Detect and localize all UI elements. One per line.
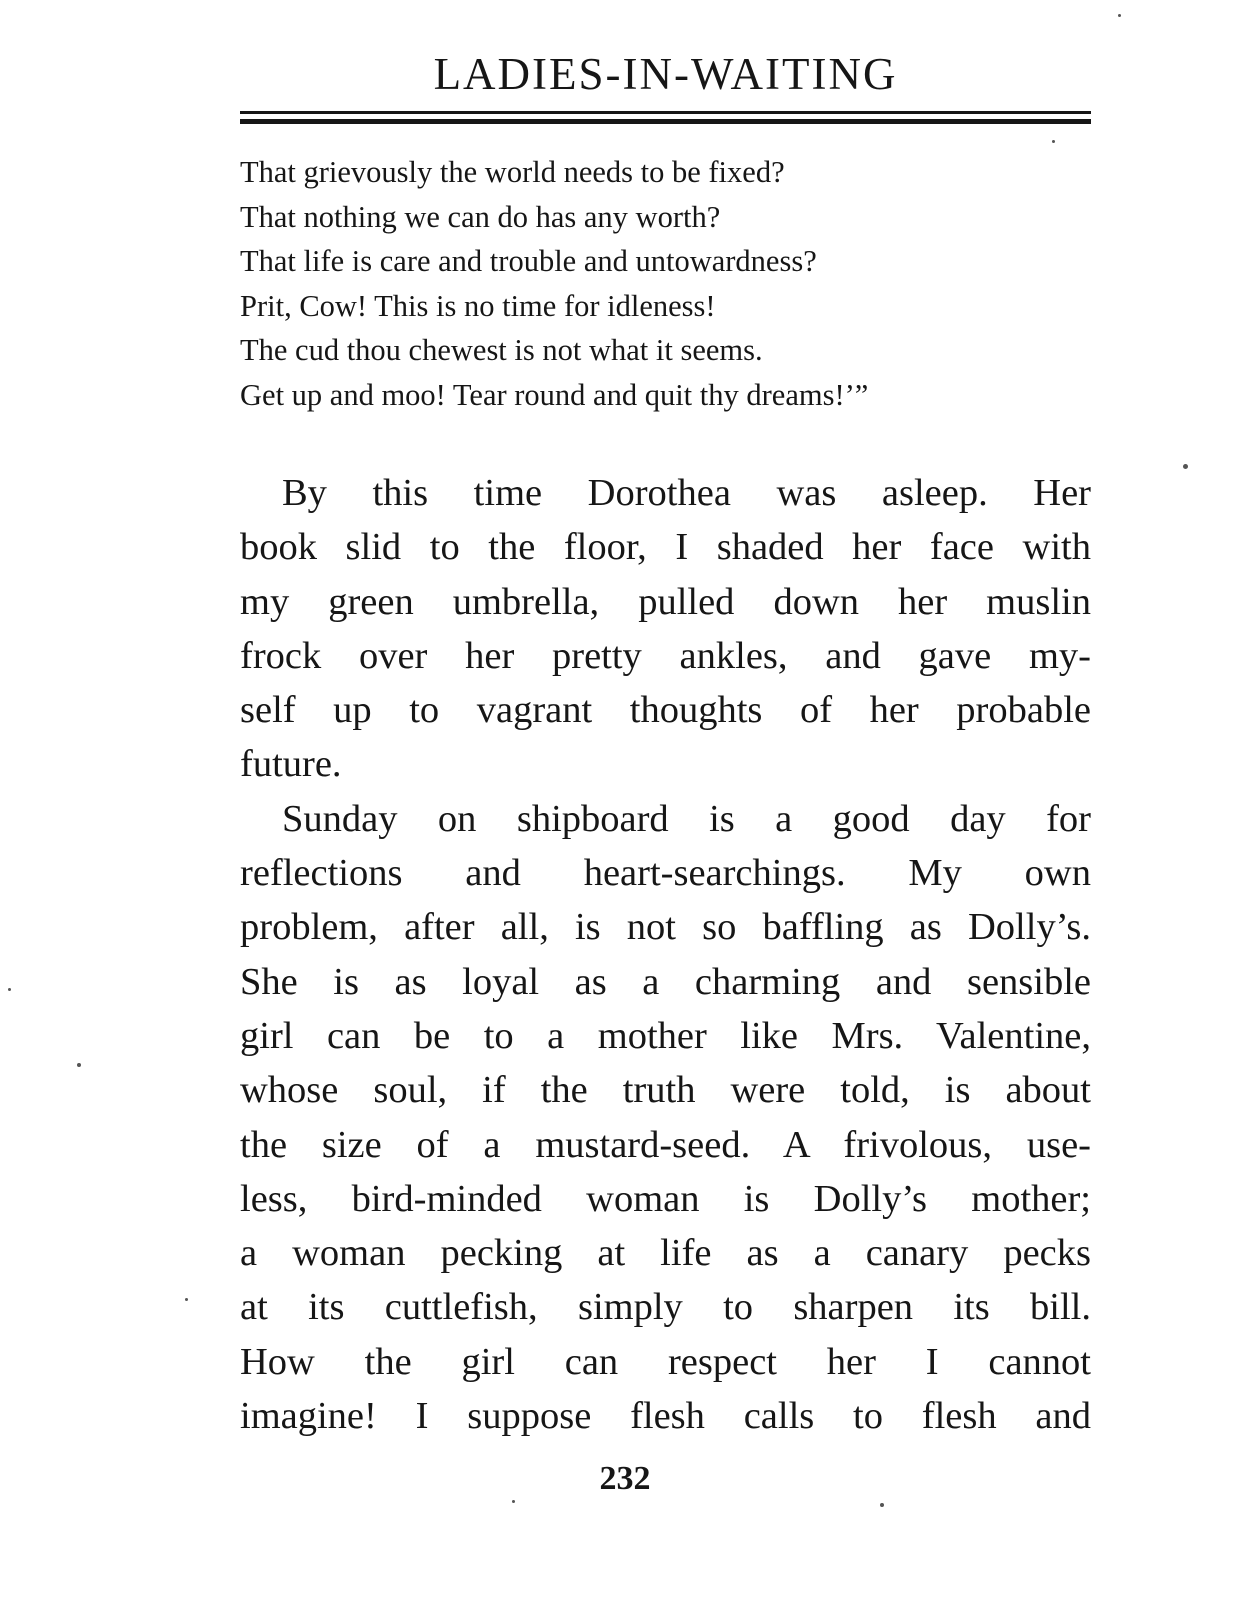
prose-block <box>240 466 1091 1443</box>
prose-line: Sunday on shipboard is a good day for <box>282 797 1091 840</box>
prose-line: whose soul, if the truth were told, is about <box>240 1069 1091 1112</box>
header-rule-thin <box>240 111 1091 114</box>
prose-line: self up to vagrant thoughts of her probable <box>240 689 1091 732</box>
running-head-title: LADIES-IN-WAITING <box>433 49 898 99</box>
prose-line: reflections and heart-searchings. My own <box>240 852 1091 895</box>
prose-line: at its cuttlefish, simply to sharpen its bill. <box>240 1286 1091 1329</box>
verse-line: Get up and moo! Tear round and quit thy dreams!’” <box>240 377 869 412</box>
scan-speck <box>512 1500 515 1503</box>
verse-line: Prit, Cow! This is no time for idleness! <box>240 288 716 323</box>
verse-line: That grievously the world needs to be fixed? <box>240 155 785 189</box>
scan-speck <box>77 1063 81 1067</box>
verse-block <box>240 150 1100 417</box>
prose-line: girl can be to a mother like Mrs. Valentine, <box>240 1014 1091 1057</box>
verse-line: The cud thou chewest is not what it seems. <box>240 333 763 367</box>
scan-speck <box>8 988 11 991</box>
verse-line: That life is care and trouble and untowardness? <box>240 244 817 278</box>
prose-line: future. <box>240 743 342 786</box>
prose-line: imagine! I suppose flesh calls to flesh and <box>240 1395 1091 1438</box>
header-rule-thick <box>240 119 1091 124</box>
prose-line: problem, after all, is not so baffling as Dolly’s. <box>240 906 1091 949</box>
scan-speck <box>1118 14 1121 17</box>
prose-line: She is as loyal as a charming and sensible <box>240 960 1091 1003</box>
prose-line: a woman pecking at life as a canary pecks <box>240 1232 1091 1275</box>
prose-line: frock over her pretty ankles, and gave my- <box>240 634 1091 677</box>
scan-speck <box>1052 140 1055 143</box>
prose-line: book slid to the floor, I shaded her face with <box>240 526 1091 569</box>
verse-line: That nothing we can do has any worth? <box>240 199 721 234</box>
prose-line: By this time Dorothea was asleep. Her <box>282 472 1091 514</box>
scan-speck <box>1183 464 1188 469</box>
paragraph-2 <box>240 792 1091 1444</box>
paragraph-1 <box>240 466 1091 792</box>
prose-line: my green umbrella, pulled down her muslin <box>240 580 1091 623</box>
prose-line: less, bird-minded woman is Dolly’s mother; <box>240 1177 1091 1220</box>
prose-line: How the girl can respect her I cannot <box>240 1340 1091 1383</box>
scan-speck <box>185 1298 188 1301</box>
scan-speck <box>880 1503 884 1507</box>
page-number: 232 <box>599 1460 651 1497</box>
prose-line: the size of a mustard-seed. A frivolous, use- <box>240 1123 1091 1166</box>
